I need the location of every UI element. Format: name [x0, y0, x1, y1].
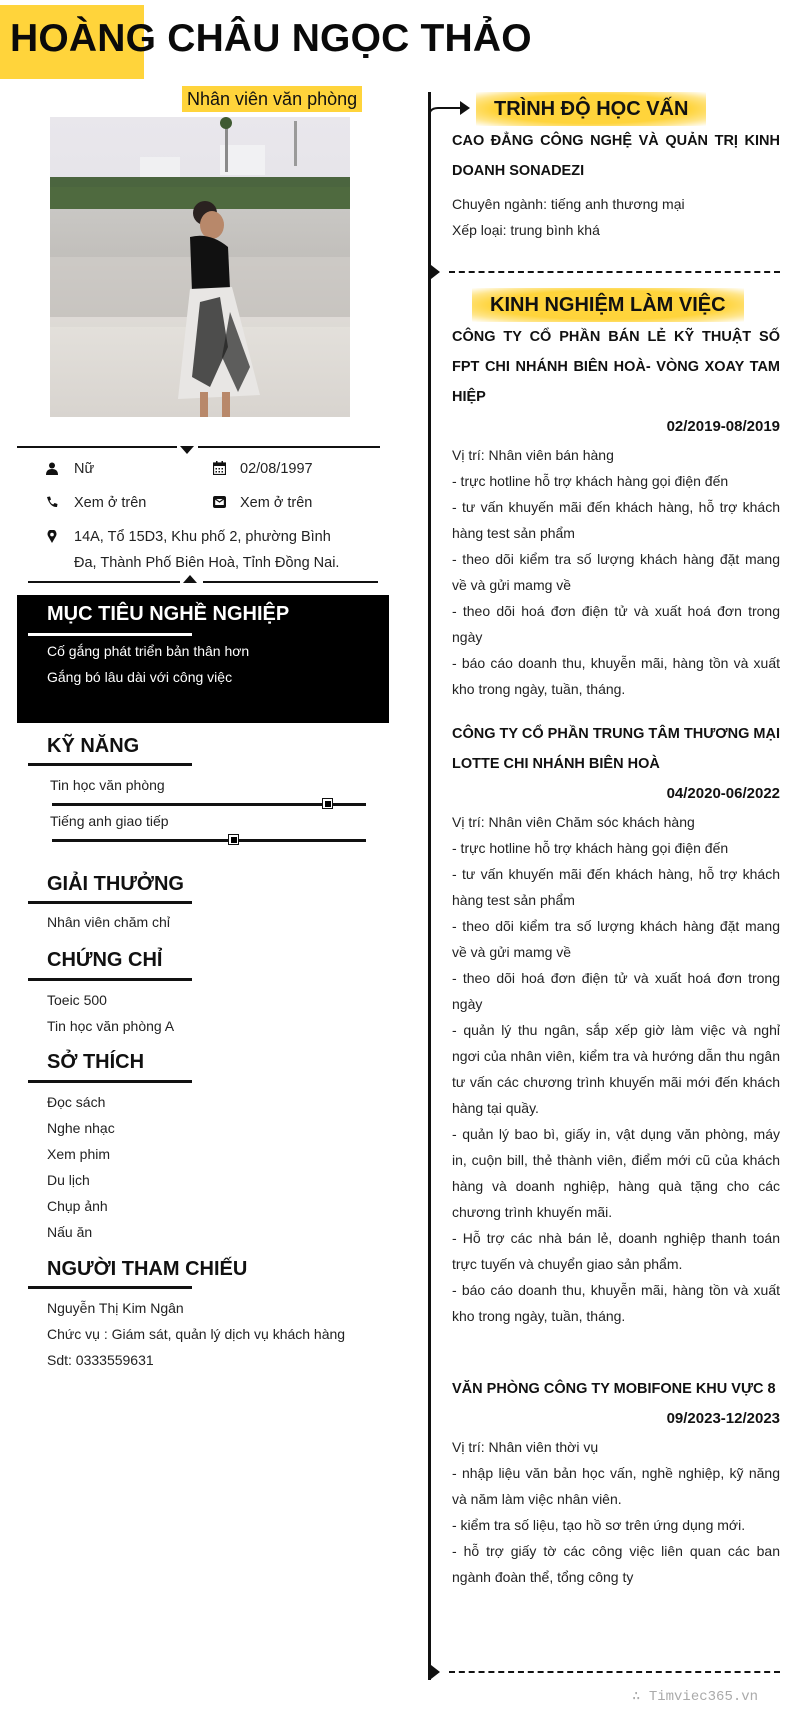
- gender-value: Nữ: [74, 461, 95, 477]
- job-position: Vị trí: Nhân viên Chăm sóc khách hàng: [452, 814, 695, 830]
- job-duty: - kiểm tra số liệu, tạo hồ sơ trên ứng dụng mới.: [452, 1517, 746, 1533]
- dashed-separator: [449, 1671, 780, 1673]
- job-position: Vị trí: Nhân viên bán hàng: [452, 447, 614, 463]
- divider-line: [203, 581, 378, 583]
- job-entry: [452, 1374, 780, 1590]
- references-title: NGƯỜI THAM CHIẾU: [47, 1258, 248, 1280]
- profile-photo: [50, 117, 350, 417]
- job-period: 02/2019-08/2019: [666, 418, 780, 435]
- section-underline: [28, 901, 192, 904]
- job-entry: [452, 322, 780, 702]
- objective-item: Cố gắng phát triển bản thân hơn: [47, 643, 250, 659]
- education-school: CAO ĐẲNG CÔNG NGHỆ VÀ QUẢN TRỊ KINH DOANH SONADEZI: [452, 133, 780, 179]
- hobby-item: Nấu ăn: [47, 1224, 93, 1240]
- envelope-icon: [212, 494, 226, 510]
- birthday-value: 02/08/1997: [240, 461, 313, 477]
- job-duty: - tư vấn khuyến mãi đến khách hàng, hỗ trợ khách hàng test sản phẩm: [452, 866, 780, 908]
- certificate-item: Tin học văn phòng A: [47, 1018, 175, 1034]
- objective-section: [17, 595, 389, 723]
- reference-item: Sdt: 0333559631: [47, 1352, 154, 1368]
- job-duty: - báo cáo doanh thu, khuyễn mãi, hàng tồn và xuất kho trong ngày, tuần, tháng.: [452, 655, 780, 697]
- job-company: CÔNG TY CỔ PHẦN BÁN LẺ KỸ THUẬT SỐ FPT CHI NHÁNH BIÊN HOÀ- VÒNG XOAY TAM HIỆP: [452, 329, 780, 405]
- skill-name: Tiếng anh giao tiếp: [50, 813, 169, 829]
- divider-triangle-up: [183, 575, 197, 583]
- objective-title: MỤC TIÊU NGHỀ NGHIỆP: [47, 603, 290, 625]
- divider-line: [17, 446, 177, 448]
- calendar-icon: [212, 460, 226, 476]
- education-major: Chuyên ngành: tiếng anh thương mại: [452, 196, 685, 212]
- section-underline: [28, 763, 192, 766]
- job-duty: - trực hotline hỗ trợ khách hàng gọi điện đến: [452, 473, 729, 489]
- timeline-line: [428, 92, 431, 1680]
- objective-underline: [28, 633, 192, 636]
- email-value: Xem ở trên: [240, 495, 313, 511]
- hobby-item: Chụp ảnh: [47, 1198, 108, 1214]
- timeline-marker: [431, 1665, 440, 1679]
- job-duty: - Hỗ trợ các nhà bán lẻ, doanh nghiệp thanh toán trực tuyến và chuyển giao sản phẩm.: [452, 1230, 780, 1272]
- section-underline: [28, 1286, 192, 1289]
- address-line-1: 14A, Tổ 15D3, Khu phố 2, phường Bình: [74, 529, 331, 545]
- job-title: Nhân viên văn phòng: [182, 86, 362, 112]
- reference-item: Chức vụ : Giám sát, quản lý dịch vụ khách hàng: [47, 1326, 346, 1342]
- skills-title: KỸ NĂNG: [47, 735, 140, 757]
- map-marker-icon: [45, 528, 59, 544]
- job-company: VĂN PHÒNG CÔNG TY MOBIFONE KHU VỰC 8: [452, 1381, 776, 1397]
- divider-triangle-down: [180, 446, 194, 454]
- hobby-item: Xem phim: [47, 1146, 111, 1162]
- skill-level-handle: [322, 798, 333, 809]
- hobby-item: Nghe nhạc: [47, 1120, 115, 1136]
- skill-level-handle: [228, 834, 239, 845]
- timeline-marker: [431, 265, 440, 279]
- certificates-title: CHỨNG CHỈ: [47, 949, 163, 971]
- reference-item: Nguyễn Thị Kim Ngân: [47, 1300, 184, 1316]
- job-duty: - báo cáo doanh thu, khuyễn mãi, hàng tồn và xuất kho trong ngày, tuần, tháng.: [452, 1282, 780, 1324]
- job-duty: - quản lý thu ngân, sắp xếp giờ làm việc và nghỉ ngơi của nhân viên, kiểm tra và hướng dẫn thu ngân tư vấn các chương trình khuyến mãi mới đến khách hàng tại quầy.: [452, 1022, 780, 1116]
- section-underline: [28, 978, 192, 981]
- arrow-right-icon: [430, 98, 472, 127]
- certificate-item: Toeic 500: [47, 992, 107, 1008]
- job-duty: - hỗ trợ giấy tờ các công việc liên quan các ban ngành đoàn thể, tổng công ty: [452, 1543, 780, 1585]
- job-duty: - tư vấn khuyến mãi đến khách hàng, hỗ trợ khách hàng test sản phẩm: [452, 499, 780, 541]
- skill-name: Tin học văn phòng: [50, 777, 165, 793]
- skill-bar: [52, 803, 366, 806]
- job-duty: - quản lý bao bì, giấy in, vật dụng văn phòng, máy in, cuộn bill, thẻ thành viên, điểm mới cũ của khách hàng và doanh nghiệp, hàng quà tặng cho các chương trình khuyến mãi.: [452, 1126, 780, 1220]
- divider-line: [198, 446, 380, 448]
- job-company: CÔNG TY CỔ PHẦN TRUNG TÂM THƯƠNG MẠI LOTTE CHI NHÁNH BIÊN HOÀ: [452, 726, 780, 772]
- watermark: ∴ Timviec365.vn: [632, 1689, 759, 1705]
- education-rank: Xếp loại: trung bình khá: [452, 222, 600, 238]
- job-position: Vị trí: Nhân viên thời vụ: [452, 1439, 599, 1455]
- address-line-2: Đa, Thành Phố Biên Hoà, Tỉnh Đồng Nai.: [74, 555, 340, 571]
- hobbies-title: SỞ THÍCH: [47, 1051, 145, 1073]
- job-duty: - theo dõi hoá đơn điện tử và xuất hoá đơn trong ngày: [452, 603, 780, 645]
- objective-item: Gắng bó lâu dài với công việc: [47, 669, 233, 685]
- job-duty: - trực hotline hỗ trợ khách hàng gọi điện đến: [452, 840, 729, 856]
- job-duty: - theo dõi hoá đơn điện tử và xuất hoá đơn trong ngày: [452, 970, 780, 1012]
- divider-line: [28, 581, 180, 583]
- experience-title: KINH NGHIỆM LÀM VIỆC: [472, 288, 744, 322]
- phone-icon: [45, 494, 59, 510]
- skill-bar: [52, 839, 366, 842]
- job-duty: - nhập liệu văn bản học vấn, nghề nghiệp, kỹ năng và năm làm việc nhân viên.: [452, 1465, 780, 1507]
- dashed-separator: [449, 271, 780, 273]
- user-icon: [45, 460, 59, 476]
- awards-title: GIẢI THƯỞNG: [47, 873, 184, 895]
- job-entry: [452, 719, 780, 1329]
- job-period: 09/2023-12/2023: [666, 1410, 780, 1427]
- job-period: 04/2020-06/2022: [666, 785, 780, 802]
- job-duty: - theo dõi kiểm tra số lượng khách hàng đặt mang về và gửi mamg về: [452, 551, 780, 593]
- job-duty: - theo dõi kiểm tra số lượng khách hàng đặt mang về và gửi mamg về: [452, 918, 780, 960]
- education-title: TRÌNH ĐỘ HỌC VẤN: [476, 92, 706, 126]
- award-item: Nhân viên chăm chỉ: [47, 914, 170, 930]
- phone-value: Xem ở trên: [74, 495, 147, 511]
- hobby-item: Du lịch: [47, 1172, 90, 1188]
- full-name: HOÀNG CHÂU NGỌC THẢO: [10, 17, 532, 60]
- hobby-item: Đọc sách: [47, 1094, 106, 1110]
- section-underline: [28, 1080, 192, 1083]
